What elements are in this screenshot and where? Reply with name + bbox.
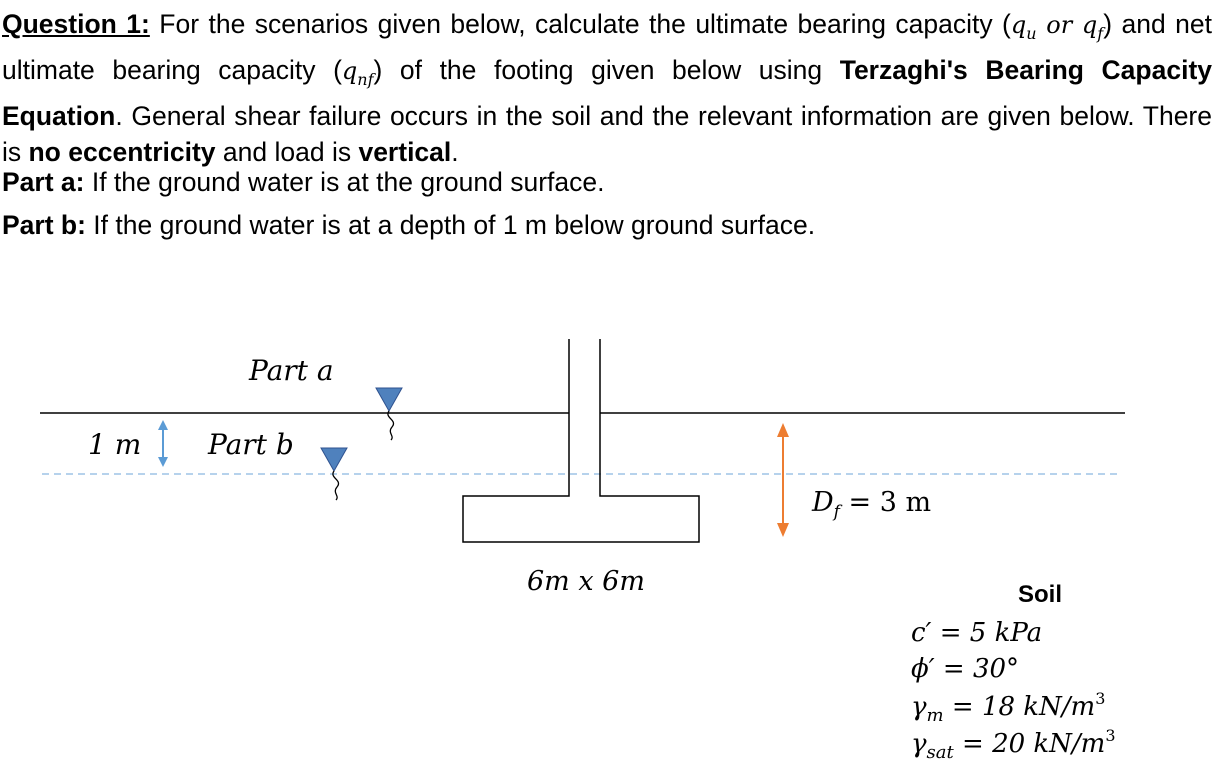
part-a-diagram-label: Part a: [249, 354, 334, 387]
soil-title: Soil: [1018, 581, 1063, 608]
question-line1: For the scenarios given below, calculate the ultimate bearing capacity (: [159, 9, 1011, 39]
paren-close: ): [1103, 9, 1113, 39]
soil-friction-angle: ϕ′ = 30°: [911, 654, 1020, 684]
footing-size-label: 6m x 6m: [527, 566, 645, 597]
question-line3: . General shear failure occurs in the soil and the relevant information are given below. There is: [2, 100, 1212, 167]
method-name: Terzaghi's Bearing Capacity Equation: [2, 54, 1213, 131]
eccentricity-text: no eccentricity: [28, 136, 216, 167]
and-text: and load is: [215, 136, 359, 167]
part-a-text: If the ground water is at the ground surface.: [84, 167, 605, 197]
part-a-label: Part a:: [2, 167, 85, 197]
question-line2-mid: ) of the footing given below using: [373, 54, 840, 85]
soil-unit-weight-moist: $\gamma_m = 18$ $kN/m^3$: [911, 689, 1106, 726]
question-label: Question 1:: [2, 9, 150, 39]
df-label: $D_f = 3$ m: [812, 487, 932, 522]
water-table-triangle-b: [321, 448, 347, 471]
soil-cohesion: c′ = 5 kPa: [911, 618, 1043, 648]
part-b-diagram-label: Part b: [208, 428, 294, 461]
water-squiggle-a: [388, 411, 394, 440]
symbol-qu: $q_u$: [1010, 11, 1037, 43]
or-word: or: [1036, 11, 1082, 39]
depth-label: 1 m: [88, 428, 142, 461]
symbol-qf: $q_f$: [1081, 11, 1104, 43]
footing-column-left: [463, 339, 699, 542]
question-line2: and net ultimate bearing capacity (: [2, 9, 1212, 85]
vertical-text: vertical: [358, 136, 452, 167]
water-squiggle-b: [333, 471, 339, 500]
symbol-qnf: $q_{nf}$: [341, 56, 374, 89]
part-b-text: If the ground water is at a depth of 1 m below ground surface.: [85, 210, 816, 240]
water-table-triangle-a: [376, 388, 402, 411]
period: .: [451, 136, 459, 167]
soil-unit-weight-sat: $\gamma_{sat} = 20$ $kN/m^3$: [911, 726, 1116, 763]
part-b-label: Part b:: [2, 210, 86, 240]
